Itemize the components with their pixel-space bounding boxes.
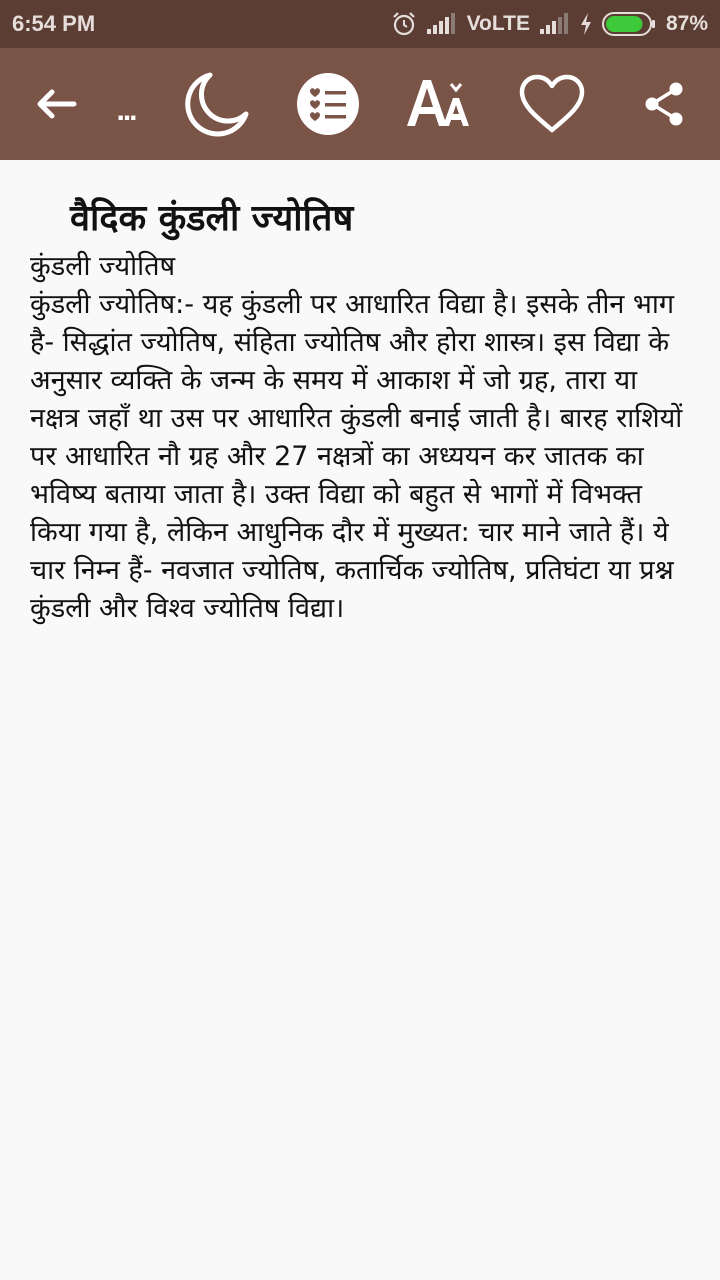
more-button[interactable]: [106, 48, 146, 160]
network-label: VoLTE: [466, 12, 530, 35]
app-toolbar: [0, 48, 720, 160]
article-title: वैदिक कुंडली ज्योतिष: [70, 198, 354, 239]
status-time: 6:54 PM: [12, 11, 96, 36]
font-size-icon: [405, 76, 475, 132]
share-icon: [642, 81, 686, 127]
signal-icon: [427, 13, 457, 35]
back-button[interactable]: [26, 48, 86, 160]
article-body: कुंडली ज्योतिष:- यह कुंडली पर आधारित विद्या है। इसके तीन भाग है- सिद्धांत ज्योतिष, संहिता ज्योतिष और होरा शास्त्र। इस विद्या के अनुसार व्यक्ति के जन्म के समय में आकाश में जो ग्रह, तारा या नक्षत्र जहाँ था उस पर आधारित कुंडली बनाई जाती है। बारह राशियों पर आधारित नौ ग्रह और 27 नक्षत्रों का अध्ययन कर जातक का भविष्य बताया जाता है। उक्त विद्या को बहुत से भागों में विभक्त किया गया है, लेकिन आधुनिक दौर में मुख्यत: चार माने जाते हैं। ये चार निम्न हैं- नवजात ज्योतिष, कतार्चिक ज्योतिष, प्रतिघंटा या प्रश्न कुंडली और विश्व ज्योतिष विद्या।: [30, 289, 683, 624]
status-bar: [0, 0, 720, 48]
battery-icon: [602, 12, 656, 36]
more-icon: ...: [116, 94, 136, 127]
favorites-list-icon: [296, 72, 360, 136]
back-arrow-icon: [34, 86, 78, 122]
article-subtitle: कुंडली ज्योतिष: [30, 251, 176, 282]
article-content: [30, 160, 690, 628]
night-mode-button[interactable]: [178, 48, 254, 160]
favorite-button[interactable]: [514, 48, 590, 160]
favorite-heart-icon: [518, 74, 586, 134]
charging-icon: [580, 13, 592, 35]
font-size-button[interactable]: [402, 48, 478, 160]
night-mode-moon-icon: [182, 70, 250, 138]
battery-percent: 87%: [665, 12, 708, 35]
favorites-list-button[interactable]: [292, 48, 364, 160]
alarm-icon: [391, 11, 417, 37]
status-icons: [391, 9, 708, 39]
signal-icon: [540, 13, 570, 35]
share-button[interactable]: [636, 48, 692, 160]
